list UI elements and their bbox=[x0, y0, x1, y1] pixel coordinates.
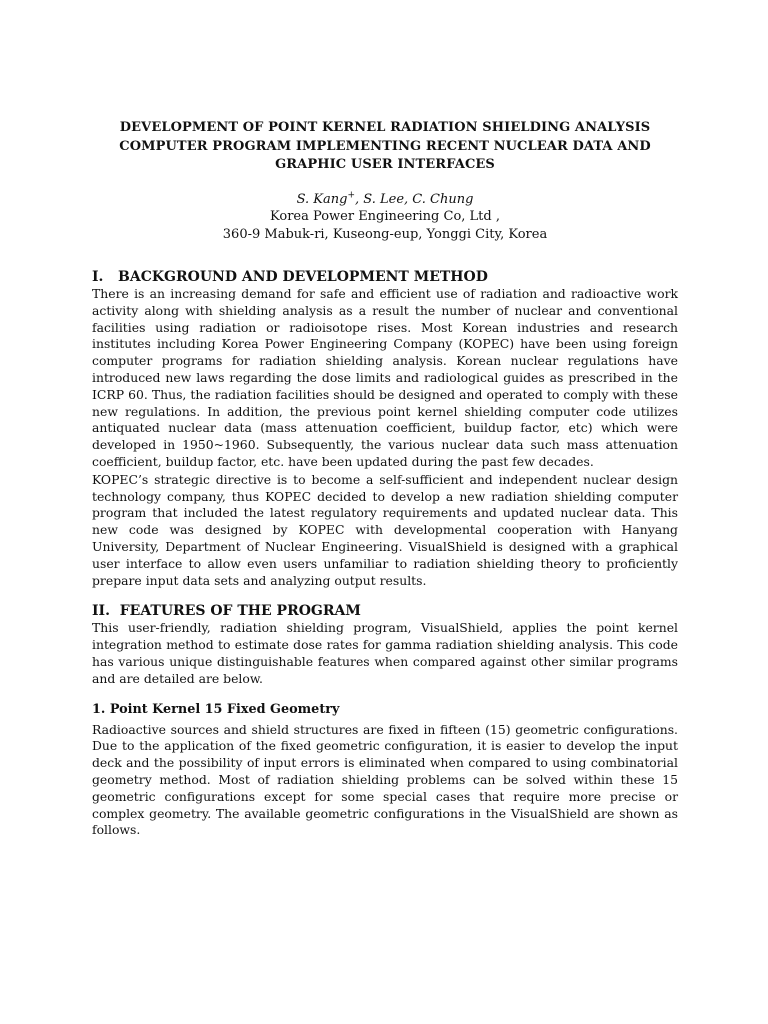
paper-page bbox=[92, 119, 678, 839]
author-names bbox=[92, 191, 678, 209]
title-line: DEVELOPMENT OF POINT KERNEL RADIATION SHIELDING ANALYSIS bbox=[119, 120, 651, 135]
paragraph: KOPEC’s strategic directive is to become a self-sufficient and independent nuclear design technology company, thus KOPEC decided to develop a new radiation shielding computer program that included the latest regulatory requirements and updated nuclear data. This new code was designed by KOPEC with developmental cooperation with Hanyang University, Department of Nuclear Engineering. VisualShield is designed with a graphical user interface to allow even users unfamiliar to radiation shielding theory to proficiently prepare input data sets and analyzing output results. bbox=[92, 471, 678, 588]
author-block bbox=[92, 191, 678, 244]
paragraph: This user-friendly, radiation shielding program, VisualShield, applies the point kernel integration method to estimate dose rates for gamma radiation shielding analysis. This code has various unique distinguishable features when compared against other similar programs and are detailed are below. bbox=[92, 620, 678, 686]
section-heading-features: II. FEATURES OF THE PROGRAM bbox=[92, 603, 361, 620]
paragraph: There is an increasing demand for safe and efficient use of radiation and radioactive work activity along with shielding analysis as a result the number of nuclear and conventional facilities using radiation or radioisotope rises. Most Korean industries and research institutes including Korea Power Engineering Company (KOPEC) have been using foreign computer programs for radiation shielding analysis. Korean nuclear regulations have introduced new laws regarding the dose limits and radiological guides as prescribed in the ICRP 60. Thus, the radiation facilities should be designed and operated to comply with these new regulations. In addition, the previous point kernel shielding computer code utilizes antiquated nuclear data (mass attenuation coefficient, buildup factor, etc) which were developed in 1950~1960. Subsequently, the various nuclear data such mass attenuation coefficient, buildup factor, etc. have been updated during the past few decades. bbox=[92, 286, 678, 469]
author-others: , S. Lee, C. Chung bbox=[355, 191, 474, 207]
title-line: COMPUTER PROGRAM IMPLEMENTING RECENT NUCLEAR DATA AND bbox=[119, 138, 651, 154]
corresponding-mark: + bbox=[347, 190, 356, 201]
paragraph: Radioactive sources and shield structures are fixed in fifteen (15) geometric configurations. Due to the application of the fixed geometric configuration, it is easier to develop the input deck and the possibility of input errors is eliminated when compared to using combinatorial geometry method. Most of radiation shielding problems can be solved within these 15 geometric configurations except for some special cases that require more precise or complex geometry. The available geometric configurations in the VisualShield are shown as follows. bbox=[92, 721, 678, 838]
author-first: S. Kang bbox=[296, 191, 348, 207]
paper-title bbox=[92, 119, 678, 175]
address: 360-9 Mabuk-ri, Kuseong-eup, Yonggi City, Korea bbox=[222, 226, 548, 242]
subsection-heading: 1. Point Kernel 15 Fixed Geometry bbox=[92, 701, 340, 717]
section-heading-background: I. BACKGROUND AND DEVELOPMENT METHOD bbox=[92, 269, 488, 285]
affiliation: Korea Power Engineering Co, Ltd , bbox=[270, 209, 500, 224]
title-line: GRAPHIC USER INTERFACES bbox=[275, 157, 495, 172]
